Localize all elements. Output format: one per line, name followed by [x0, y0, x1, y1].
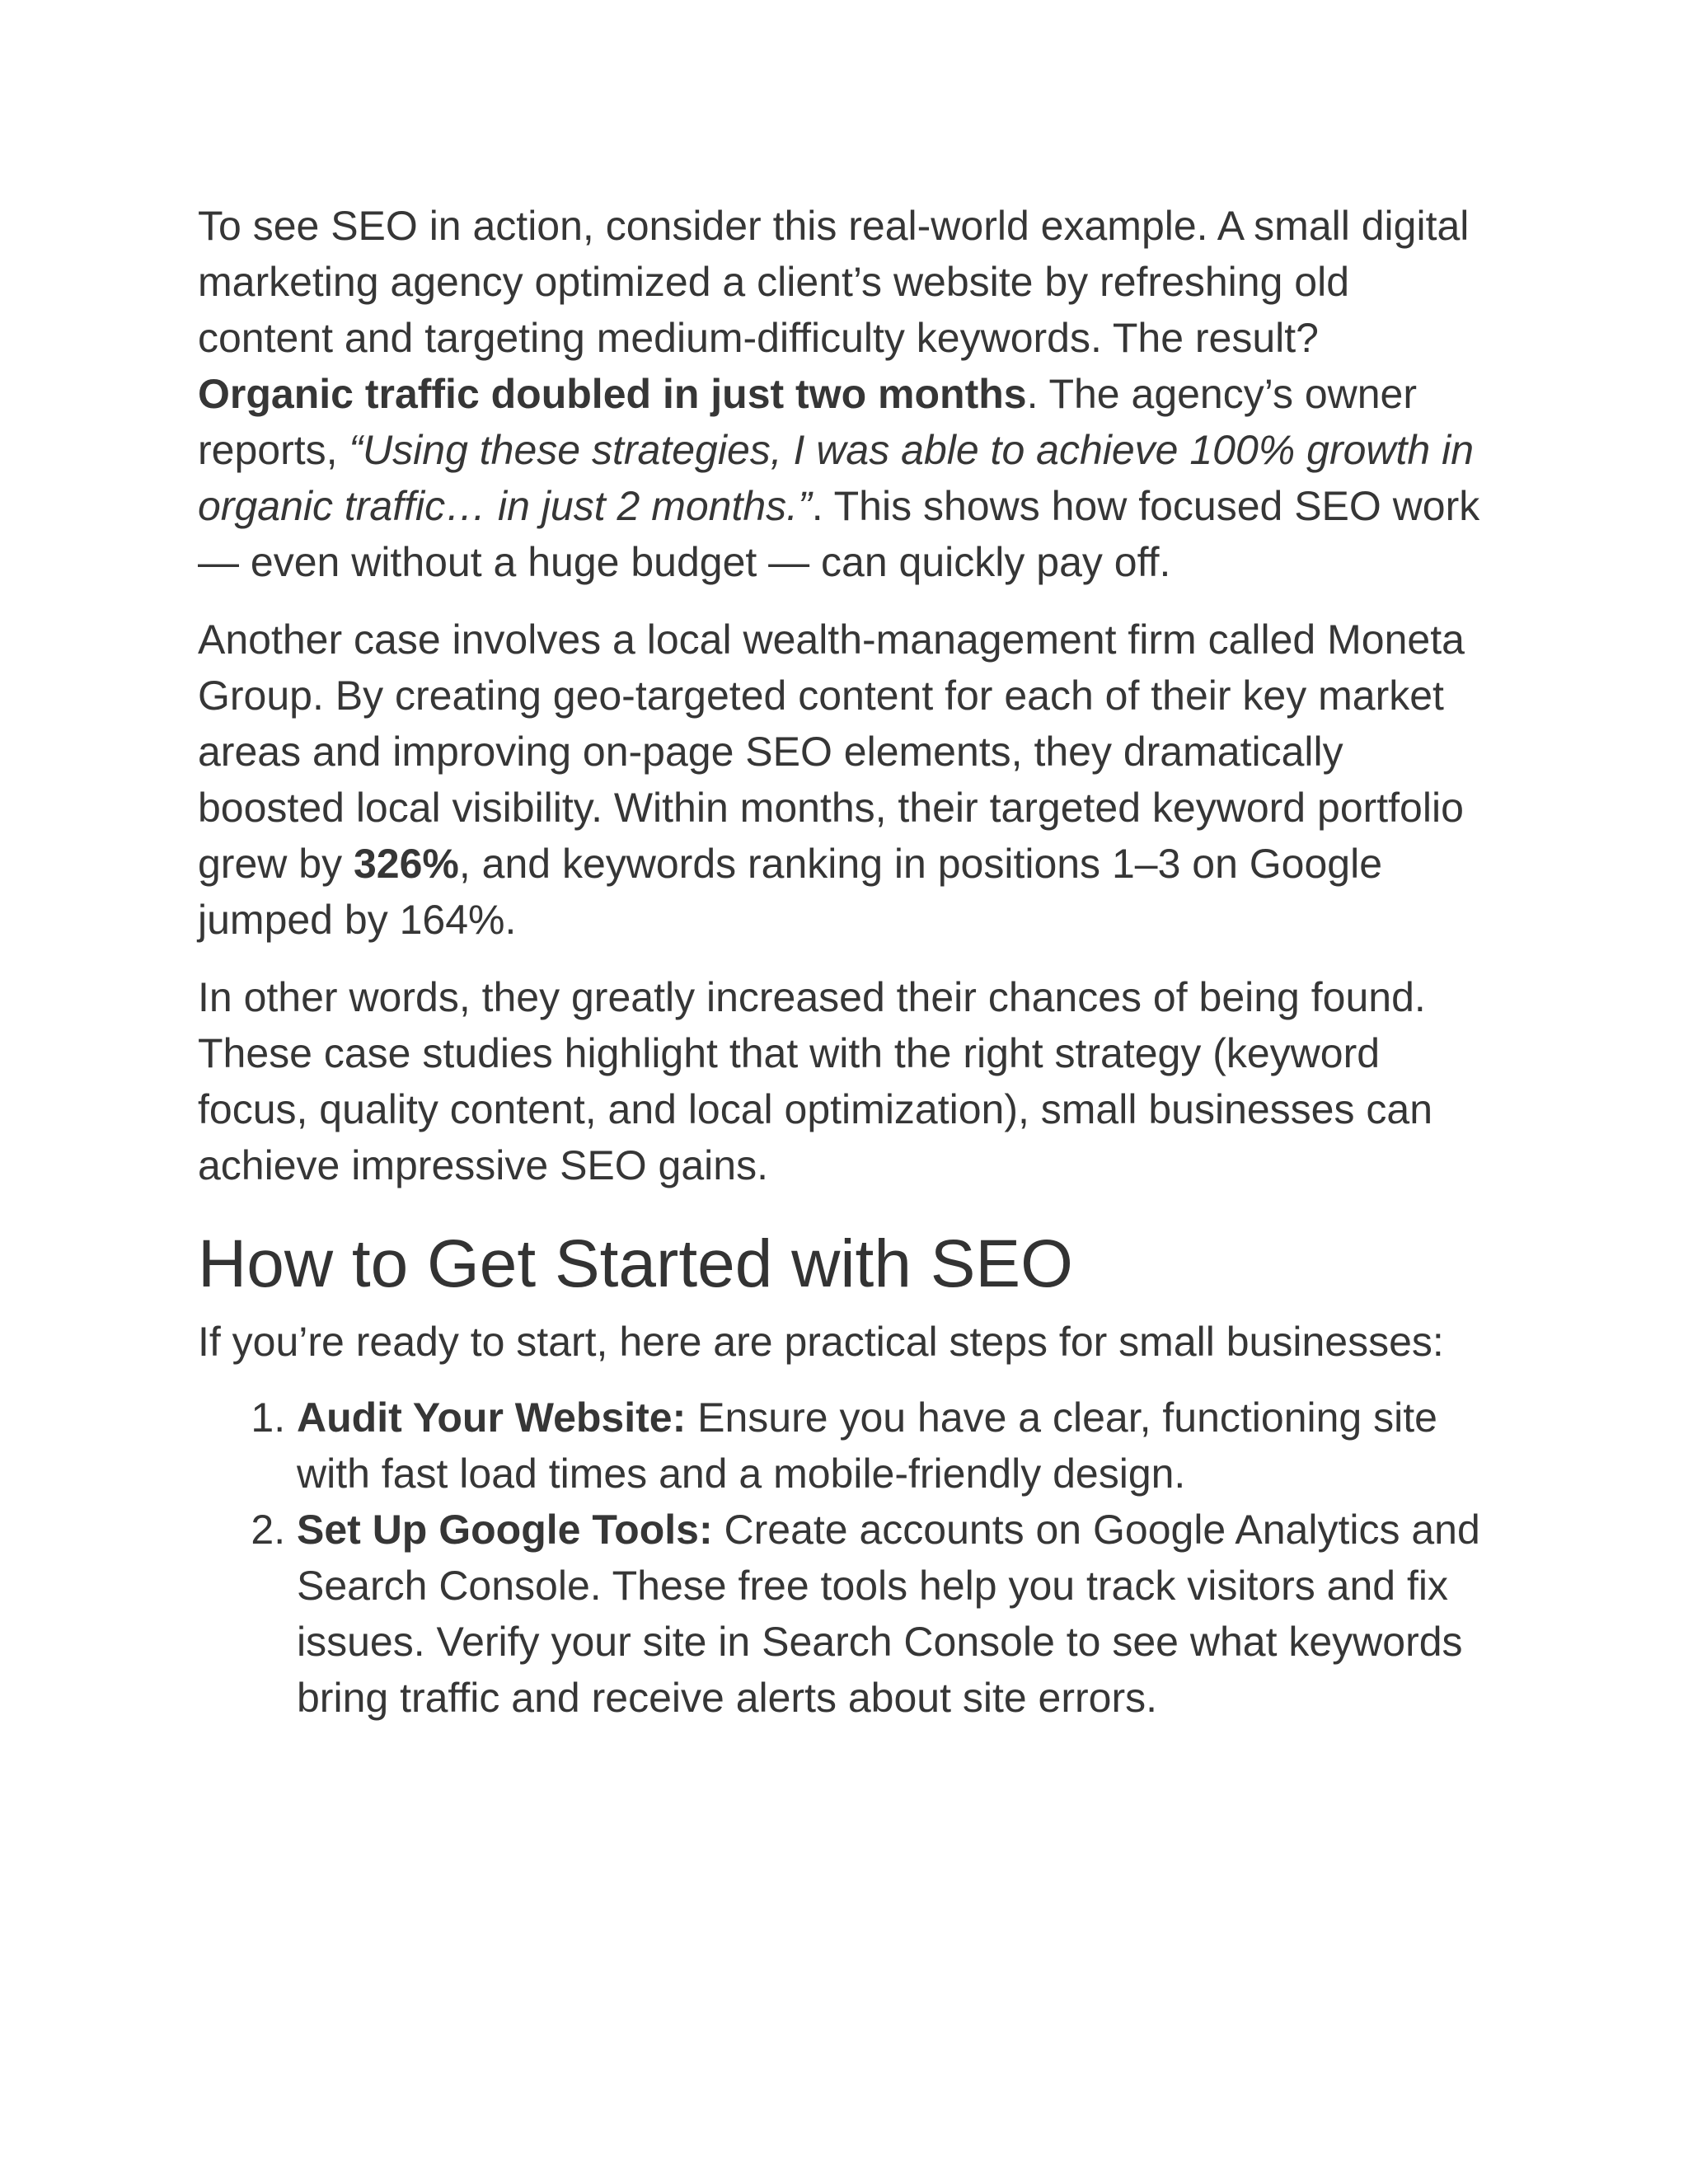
steps-intro: If you’re ready to start, here are practical steps for small businesses:	[198, 1319, 1444, 1365]
paragraph-moneta-example	[198, 612, 1484, 948]
step-title: Set Up Google Tools:	[297, 1507, 713, 1553]
p1-text-3: . This shows how focused SEO work — even without a huge budget — can quickly pay off.	[198, 483, 1480, 585]
list-item	[297, 1502, 1484, 1726]
document-page	[198, 198, 1484, 1726]
steps-list	[198, 1390, 1484, 1726]
p1-text-1: To see SEO in action, consider this real-world example. A small digital marketing agency optimized a client’s website by refreshing old content and targeting medium-difficulty keywords. The result?	[198, 203, 1470, 361]
step-title: Audit Your Website:	[297, 1394, 687, 1441]
p2-text-1: Another case involves a local wealth-management firm called Moneta Group. By creating geo-targeted content for each of their key market areas and improving on-page SEO elements, they dramatically boosted local visibility. Within months, their targeted keyword portfolio grew by	[198, 616, 1465, 887]
p1-owner-quote: “Using these strategies, I was able to achieve 100% growth in organic traffic… in just 2 months.”	[198, 427, 1475, 529]
p1-text-2: . The agency’s owner reports,	[198, 371, 1418, 473]
step-text: Create accounts on Google Analytics and Search Console. These free tools help you track visitors and fix issues. Verify your site in Search Console to see what keywords bring traffic and receive alerts about site errors.	[297, 1507, 1480, 1721]
paragraph-agency-example	[198, 198, 1484, 590]
p1-bold-result: Organic traffic doubled in just two months	[198, 371, 1027, 417]
section-heading: How to Get Started with SEO	[198, 1226, 1073, 1301]
p2-text-2: , and keywords ranking in positions 1–3 on Google jumped by 164%.	[198, 841, 1383, 943]
step-text: Ensure you have a clear, functioning site with fast load times and a mobile-friendly design.	[297, 1394, 1437, 1497]
paragraph-summary: In other words, they greatly increased their chances of being found. These case studies highlight that with the right strategy (keyword focus, quality content, and local optimization), small businesses can achieve impressive SEO gains.	[198, 974, 1432, 1188]
p2-bold-percent: 326%	[353, 841, 459, 887]
list-item	[297, 1390, 1484, 1502]
